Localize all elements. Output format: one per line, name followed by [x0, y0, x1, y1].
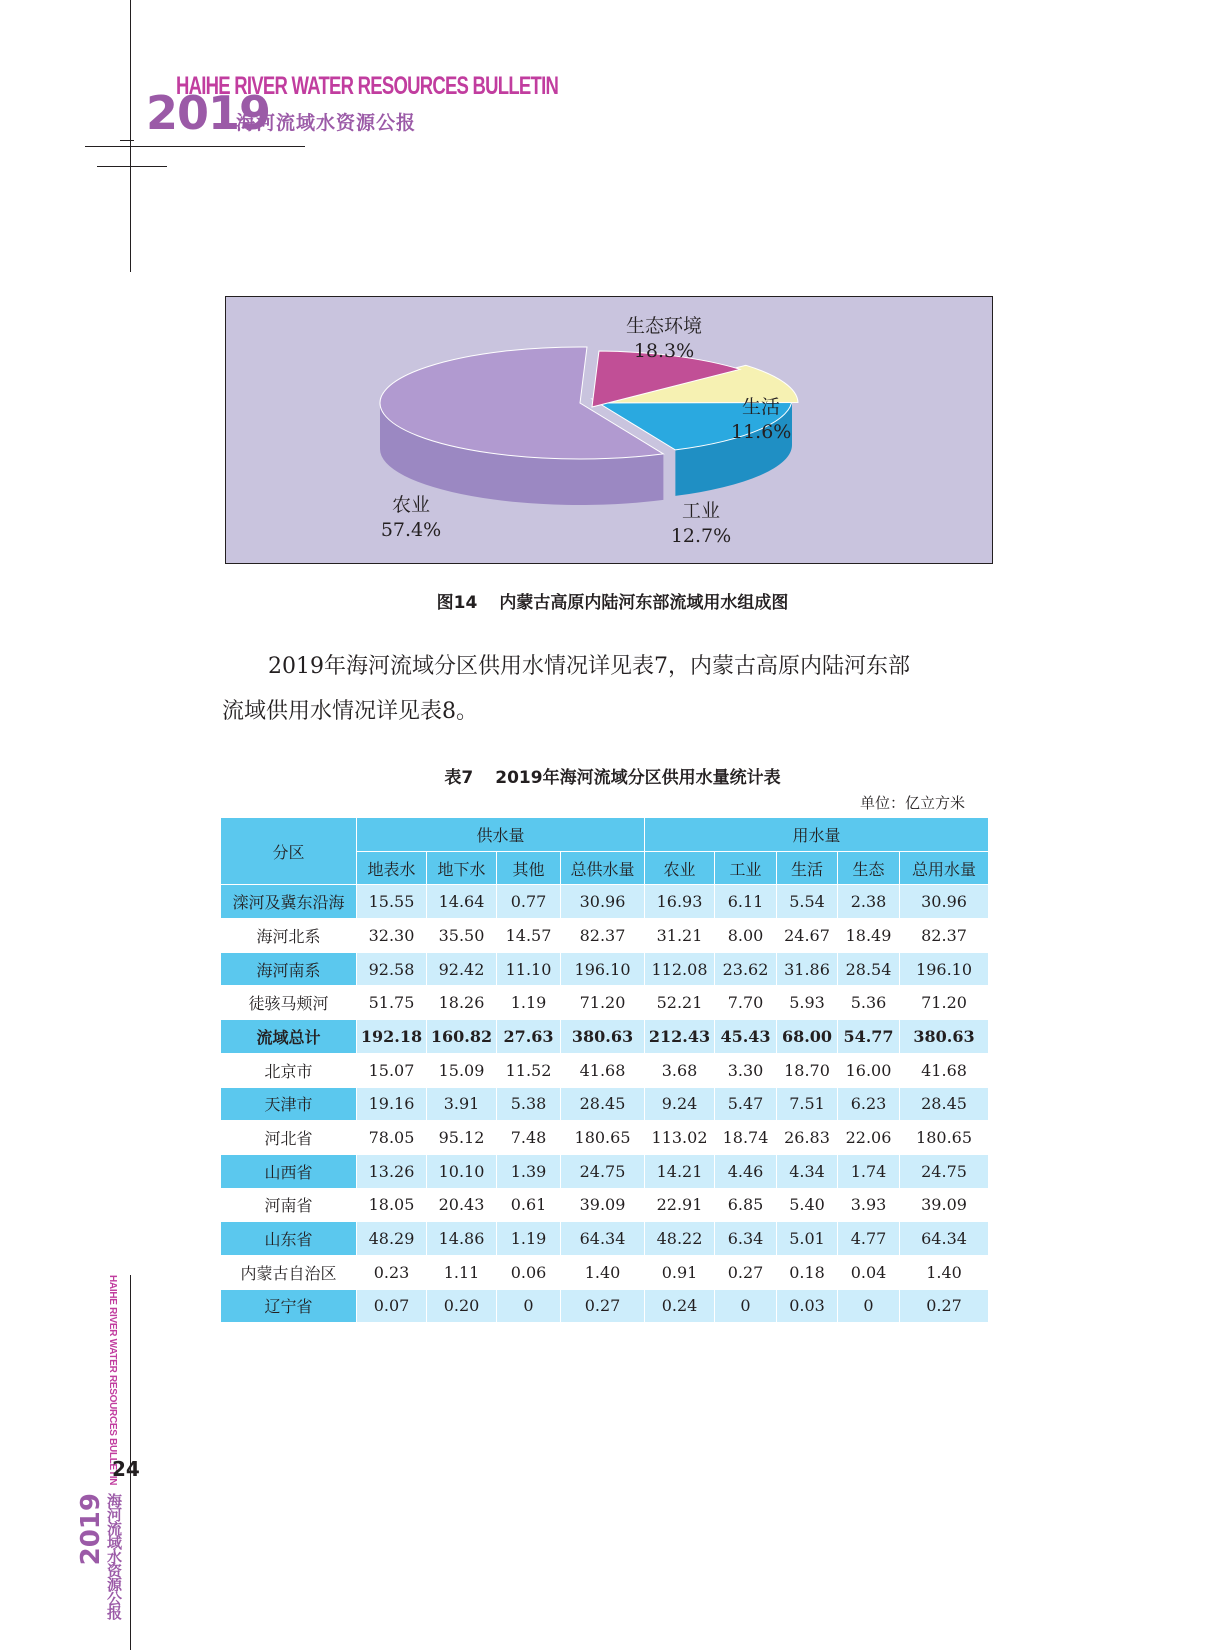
- table-cell: 3.93: [838, 1188, 900, 1222]
- table-cell: 1.40: [900, 1255, 989, 1289]
- header-region: 分区: [221, 818, 357, 885]
- table-cell: 41.68: [561, 1053, 645, 1087]
- pie-label-agriculture-name: 农业: [391, 494, 430, 516]
- table-cell: 78.05: [357, 1121, 427, 1155]
- table-cell: 71.20: [561, 986, 645, 1020]
- table-cell: 3.68: [645, 1053, 715, 1087]
- table-cell: 24.75: [561, 1154, 645, 1188]
- table-cell: 16.93: [645, 885, 715, 919]
- table-cell: 39.09: [900, 1188, 989, 1222]
- header-supply-group: 供水量: [357, 818, 645, 852]
- table-cell: 27.63: [497, 1020, 561, 1054]
- header-use-group: 用水量: [645, 818, 989, 852]
- table-row: [221, 952, 989, 986]
- table-cell: 52.21: [645, 986, 715, 1020]
- water-supply-use-table: [220, 817, 989, 1323]
- table-cell: 24.67: [777, 919, 838, 953]
- header-year: 2019: [146, 86, 271, 140]
- table-cell: 30.96: [561, 885, 645, 919]
- table-cell: 1.11: [427, 1255, 497, 1289]
- table-cell: 0.61: [497, 1188, 561, 1222]
- table-cell: 18.49: [838, 919, 900, 953]
- table-cell: 19.16: [357, 1087, 427, 1121]
- header-en-title: HAIHE RIVER WATER RESOURCES BULLETIN: [176, 72, 559, 100]
- table-cell: 30.96: [900, 885, 989, 919]
- side-year: 2019: [76, 1493, 106, 1566]
- table-cell: 0.07: [357, 1289, 427, 1323]
- table-cell: 0.24: [645, 1289, 715, 1323]
- table-cell: 48.22: [645, 1222, 715, 1256]
- row-region-name: 北京市: [221, 1053, 357, 1087]
- table-cell: 5.38: [497, 1087, 561, 1121]
- table-cell: 18.26: [427, 986, 497, 1020]
- header-domestic: 生活: [777, 851, 838, 885]
- table-row: [221, 1087, 989, 1121]
- table-cell: 95.12: [427, 1121, 497, 1155]
- table-cell: 15.09: [427, 1053, 497, 1087]
- table-cell: 18.70: [777, 1053, 838, 1087]
- table-cell: 113.02: [645, 1121, 715, 1155]
- table-row: [221, 986, 989, 1020]
- table-cell: 0.27: [561, 1289, 645, 1323]
- table-cell: 0.91: [645, 1255, 715, 1289]
- table-row: [221, 1121, 989, 1155]
- table-cell: 64.34: [900, 1222, 989, 1256]
- table-cell: 0.27: [900, 1289, 989, 1323]
- table-cell: 0.03: [777, 1289, 838, 1323]
- table-cell: 14.86: [427, 1222, 497, 1256]
- table-cell: 11.52: [497, 1053, 561, 1087]
- pie-label-ecology-value: 18.3%: [633, 340, 695, 362]
- pie-label-ecology: [619, 314, 709, 364]
- table-cell: 0.23: [357, 1255, 427, 1289]
- row-region-name: 徒骇马颊河: [221, 986, 357, 1020]
- table-cell: 11.10: [497, 952, 561, 986]
- pie-label-industry: [666, 499, 736, 549]
- table-cell: 28.54: [838, 952, 900, 986]
- pie-label-industry-value: 12.7%: [670, 525, 732, 547]
- table-cell: 0: [497, 1289, 561, 1323]
- row-region-name: 河南省: [221, 1188, 357, 1222]
- table-cell: 6.34: [715, 1222, 777, 1256]
- pie-label-domestic-name: 生活: [741, 396, 780, 418]
- table-cell: 4.46: [715, 1154, 777, 1188]
- table-cell: 68.00: [777, 1020, 838, 1054]
- table-title: [0, 763, 1225, 788]
- table-cell: 0.18: [777, 1255, 838, 1289]
- table-cell: 35.50: [427, 919, 497, 953]
- table-cell: 24.75: [900, 1154, 989, 1188]
- table-cell: 28.45: [561, 1087, 645, 1121]
- table-cell: 0: [838, 1289, 900, 1323]
- table-cell: 10.10: [427, 1154, 497, 1188]
- table-header-row-1: [221, 818, 989, 852]
- table-cell: 1.19: [497, 1222, 561, 1256]
- table-cell: 31.86: [777, 952, 838, 986]
- table-cell: 0.20: [427, 1289, 497, 1323]
- header-short-rule-bottom: [97, 166, 167, 167]
- table-cell: 26.83: [777, 1121, 838, 1155]
- table-row: [221, 1188, 989, 1222]
- table-cell: 32.30: [357, 919, 427, 953]
- table-label: 表7: [444, 768, 474, 788]
- table-cell: 2.38: [838, 885, 900, 919]
- table-cell: 5.47: [715, 1087, 777, 1121]
- body-paragraph-line-2: 流域供用水情况详见表8。: [222, 699, 478, 724]
- table-cell: 192.18: [357, 1020, 427, 1054]
- table-cell: 6.85: [715, 1188, 777, 1222]
- table-row: [221, 885, 989, 919]
- table-cell: 82.37: [900, 919, 989, 953]
- body-paragraph: [222, 644, 992, 734]
- table-cell: 7.51: [777, 1087, 838, 1121]
- table-cell: 4.77: [838, 1222, 900, 1256]
- table-cell: 54.77: [838, 1020, 900, 1054]
- header-groundwater: 地下水: [427, 851, 497, 885]
- table-cell: 18.74: [715, 1121, 777, 1155]
- table-unit: 单位：亿立方米: [860, 794, 966, 812]
- row-region-name: 河北省: [221, 1121, 357, 1155]
- table-cell: 39.09: [561, 1188, 645, 1222]
- table-cell: 5.01: [777, 1222, 838, 1256]
- row-region-name: 海河北系: [221, 919, 357, 953]
- figure-title: 内蒙古高原内陆河东部流域用水组成图: [499, 593, 789, 613]
- table-cell: 180.65: [900, 1121, 989, 1155]
- table-cell: 13.26: [357, 1154, 427, 1188]
- row-region-name: 辽宁省: [221, 1289, 357, 1323]
- table-cell: 380.63: [900, 1020, 989, 1054]
- table-cell: 5.36: [838, 986, 900, 1020]
- table-cell: 0.06: [497, 1255, 561, 1289]
- table-row: [221, 1255, 989, 1289]
- row-region-name: 山西省: [221, 1154, 357, 1188]
- pie-label-domestic-value: 11.6%: [731, 421, 792, 443]
- table-row: [221, 919, 989, 953]
- table-row: [221, 1222, 989, 1256]
- pie-chart: [225, 296, 993, 564]
- table-cell: 3.30: [715, 1053, 777, 1087]
- table-row: [221, 1053, 989, 1087]
- pie-label-agriculture-value: 57.4%: [380, 519, 442, 541]
- table-cell: 31.21: [645, 919, 715, 953]
- table-cell: 4.34: [777, 1154, 838, 1188]
- table-cell: 5.54: [777, 885, 838, 919]
- table-cell: 14.64: [427, 885, 497, 919]
- table-cell: 64.34: [561, 1222, 645, 1256]
- row-region-name: 海河南系: [221, 952, 357, 986]
- table-cell: 7.48: [497, 1121, 561, 1155]
- header-horizontal-rule: [85, 146, 305, 147]
- row-region-name: 滦河及冀东沿海: [221, 885, 357, 919]
- table-cell: 0.04: [838, 1255, 900, 1289]
- table-cell: 196.10: [900, 952, 989, 986]
- page-number: 24: [112, 1457, 140, 1481]
- table-cell: 1.74: [838, 1154, 900, 1188]
- header-ecology: 生态: [838, 851, 900, 885]
- header-other: 其他: [497, 851, 561, 885]
- table-cell: 3.91: [427, 1087, 497, 1121]
- table-cell: 0.77: [497, 885, 561, 919]
- table-cell: 14.21: [645, 1154, 715, 1188]
- table-cell: 0.27: [715, 1255, 777, 1289]
- table-cell: 112.08: [645, 952, 715, 986]
- table-cell: 82.37: [561, 919, 645, 953]
- table-cell: 6.11: [715, 885, 777, 919]
- table-cell: 71.20: [900, 986, 989, 1020]
- header-surface-water: 地表水: [357, 851, 427, 885]
- pie-label-ecology-name: 生态环境: [625, 315, 702, 337]
- row-region-name: 天津市: [221, 1087, 357, 1121]
- table-cell: 6.23: [838, 1087, 900, 1121]
- table-cell: 23.62: [715, 952, 777, 986]
- table-title-text: 2019年海河流域分区供用水量统计表: [495, 768, 781, 788]
- table-cell: 5.40: [777, 1188, 838, 1222]
- table-cell: 1.40: [561, 1255, 645, 1289]
- table-cell: 48.29: [357, 1222, 427, 1256]
- table-cell: 160.82: [427, 1020, 497, 1054]
- table-cell: 5.93: [777, 986, 838, 1020]
- table-cell: 20.43: [427, 1188, 497, 1222]
- header-industry: 工业: [715, 851, 777, 885]
- table-cell: 0: [715, 1289, 777, 1323]
- header-agriculture: 农业: [645, 851, 715, 885]
- row-region-name: 流域总计: [221, 1020, 357, 1054]
- row-region-name: 山东省: [221, 1222, 357, 1256]
- table-cell: 196.10: [561, 952, 645, 986]
- table-cell: 22.06: [838, 1121, 900, 1155]
- figure-caption: [0, 588, 1225, 613]
- header-short-rule-top: [120, 140, 134, 141]
- header-vertical-rule: [130, 0, 131, 272]
- header-total-use: 总用水量: [900, 851, 989, 885]
- table-cell: 8.00: [715, 919, 777, 953]
- figure-label: 图14: [436, 593, 478, 613]
- pie-label-domestic: [731, 395, 791, 445]
- table-cell: 18.05: [357, 1188, 427, 1222]
- table-cell: 28.45: [900, 1087, 989, 1121]
- side-cn-title: 海河流域水资源公报: [105, 1493, 123, 1619]
- table-cell: 14.57: [497, 919, 561, 953]
- table-cell: 92.42: [427, 952, 497, 986]
- table-row: [221, 1020, 989, 1054]
- pie-chart-graphic: [226, 297, 992, 563]
- table-cell: 45.43: [715, 1020, 777, 1054]
- table-cell: 15.07: [357, 1053, 427, 1087]
- header-total-supply: 总供水量: [561, 851, 645, 885]
- pie-label-industry-name: 工业: [681, 500, 720, 522]
- table-cell: 41.68: [900, 1053, 989, 1087]
- table-cell: 212.43: [645, 1020, 715, 1054]
- table-row: [221, 1289, 989, 1323]
- side-en-title: HAIHE RIVER WATER RESOURCES BULLETIN: [107, 1275, 118, 1486]
- row-region-name: 内蒙古自治区: [221, 1255, 357, 1289]
- table-cell: 92.58: [357, 952, 427, 986]
- table-cell: 1.19: [497, 986, 561, 1020]
- table-cell: 15.55: [357, 885, 427, 919]
- table-cell: 380.63: [561, 1020, 645, 1054]
- table-cell: 180.65: [561, 1121, 645, 1155]
- table-cell: 16.00: [838, 1053, 900, 1087]
- pie-label-agriculture: [376, 493, 446, 543]
- table-cell: 1.39: [497, 1154, 561, 1188]
- table-cell: 22.91: [645, 1188, 715, 1222]
- table-cell: 9.24: [645, 1087, 715, 1121]
- table-cell: 7.70: [715, 986, 777, 1020]
- body-paragraph-line-1: 2019年海河流域分区供用水情况详见表7，内蒙古高原内陆河东部: [268, 654, 910, 679]
- header-cn-title: 海河流域水资源公报: [236, 112, 417, 134]
- table-row: [221, 1154, 989, 1188]
- table-cell: 51.75: [357, 986, 427, 1020]
